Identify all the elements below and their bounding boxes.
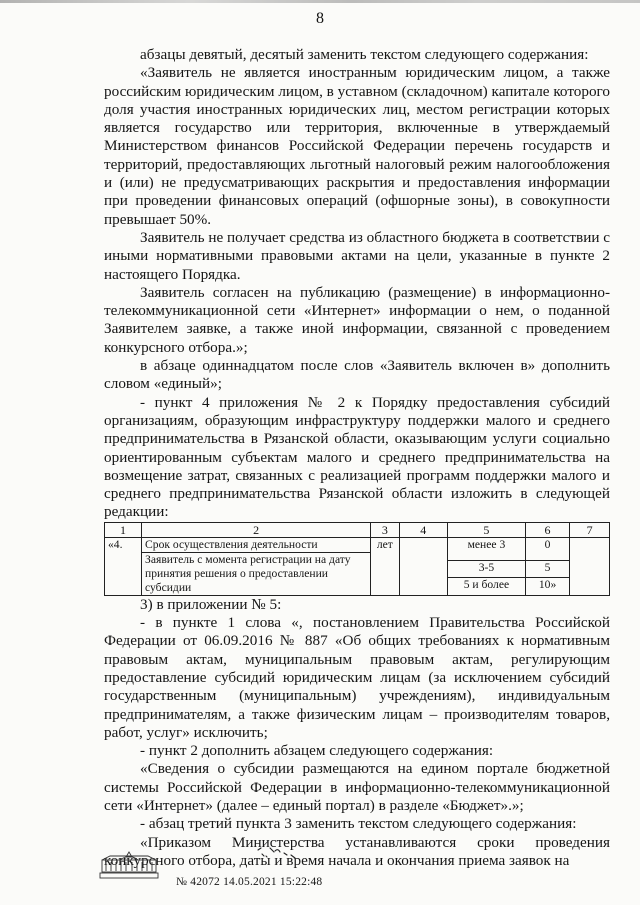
- table-header-cell: 1: [105, 522, 142, 537]
- scan-top-edge: [0, 0, 640, 3]
- table-header-cell: 6: [525, 522, 569, 537]
- table-header-cell: 3: [371, 522, 399, 537]
- government-building-logo: [96, 850, 162, 880]
- score-cell: 5: [525, 560, 569, 578]
- registration-stamp: № 42072 14.05.2021 15:22:48: [176, 876, 323, 888]
- empty-cell: [570, 537, 610, 595]
- paragraph: - пункт 2 дополнить абзацем следующего содержания:: [140, 742, 494, 760]
- table-header-cell: 4: [399, 522, 448, 537]
- table-header-cell: 7: [570, 522, 610, 537]
- paragraph: - пункт 4 приложения № 2 к Порядку предоставления субсидий организациям, образующим инфраструктуру поддержки малого и среднего предпринимательства в Рязанской области, оказывающим услуги социально ориентированным субъектам малого и среднего предпринимательства на возмещение затрат, связанных с реализацией программ поддержки малого и среднего предпринимательства Рязанской области изложить в следующей редакции:: [104, 393, 610, 521]
- table-header-cell: 5: [448, 522, 526, 537]
- criterion-title: Срок осуществления деятельности: [142, 538, 370, 553]
- criterion-description: Заявитель с момента регистрации на дату принятия решения о предоставлении субсидии: [145, 552, 351, 594]
- paragraph: - в пункте 1 слова «, постановлением Правительства Российской Федерации от 06.09.2016 № 887 «Об общих требованиях к нормативным правовым актам, муниципальным правовым актам, регулирующим предоставление субсидий юридическим лицам (за исключением субсидий государственным (муниципальным) учреждениям), индивидуальным предпринимателям, а также физическим лицам – производителям товаров, работ, услуг» исключить;: [104, 614, 610, 741]
- range-cell: 5 и более: [448, 578, 526, 596]
- unit-cell: лет: [371, 537, 399, 595]
- document-body: [104, 46, 610, 870]
- criterion-cell: [142, 537, 371, 595]
- paragraph: «Заявитель не является иностранным юридическим лицом, а также российским юридическим лицом, в уставном (складочном) капитале которого доля участия иностранных юридических лиц, местом регистрации которых является государство или территория, включенные в утверждаемый Министерством финансов Российской Федерации перечень государств и территорий, предоставляющих льготный налоговый режим налогообложения и (или) не предусматривающих раскрытия и предоставления информации при проведении финансовых операций (офшорные зоны), в совокупности превышает 50%.: [104, 64, 610, 228]
- paragraph: 3) в приложении № 5:: [140, 595, 282, 613]
- paragraph: в абзаце одиннадцатом после слов «Заявитель включен в» дополнить словом «единый»;: [104, 357, 610, 393]
- table-row: [105, 537, 610, 560]
- score-cell: 10»: [525, 578, 569, 596]
- table-header-cell: 2: [142, 522, 371, 537]
- row-number: «4.: [105, 537, 142, 595]
- range-cell: 3-5: [448, 560, 526, 578]
- score-cell: 0: [525, 537, 569, 560]
- page-number: 8: [316, 10, 324, 27]
- paragraph: Заявитель не получает средства из областного бюджета в соответствии с иными нормативными правовыми актами на цели, указанные в пункте 2 настоящего Порядка.: [104, 228, 610, 283]
- criteria-table: [104, 522, 610, 596]
- paragraph: абзацы девятый, десятый заменить текстом следующего содержания:: [140, 46, 589, 63]
- empty-cell: [399, 537, 448, 595]
- paragraph: Заявитель согласен на публикацию (размещение) в информационно-телекоммуникационной сети «Интернет» информации о нем, о поданной Заявителем заявке, а также иной информации, связанной с проведением конкурсного отбора.»;: [104, 283, 610, 356]
- paragraph: «Сведения о субсидии размещаются на едином портале бюджетной системы Российской Федерации в информационно-телекоммуникационной сети «Интернет» (далее – единый портал) в разделе «Бюджет».»;: [104, 760, 610, 814]
- signature-mark: [244, 842, 324, 866]
- table-header-row: [105, 522, 610, 537]
- paragraph: «Приказом Министерства устанавливаются сроки проведения конкурсного отбора, даты и время начала и окончания приема заявок на: [104, 833, 610, 869]
- range-cell: менее 3: [448, 537, 526, 560]
- paragraph: - абзац третий пункта 3 заменить текстом следующего содержания:: [140, 815, 577, 833]
